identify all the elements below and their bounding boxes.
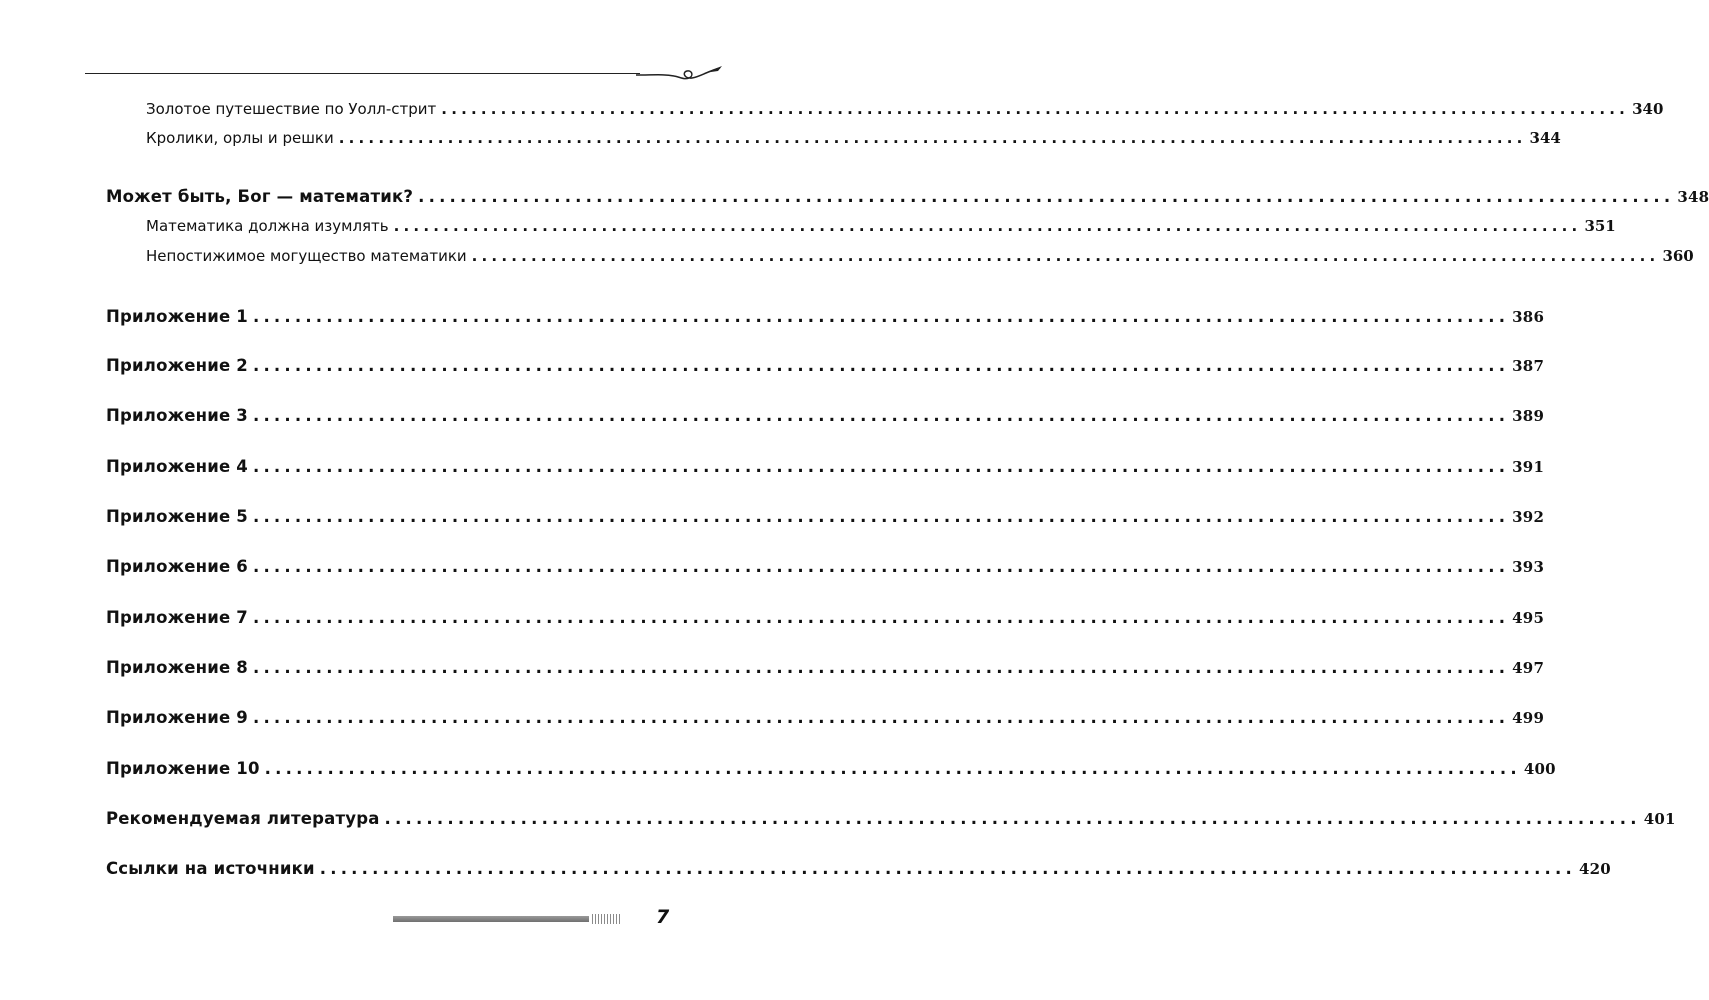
dot-leader: ........................................................................................................................ <box>338 129 1527 147</box>
toc-entry-title: Ссылки на источники <box>106 859 315 878</box>
toc-entry <box>106 759 1556 778</box>
toc-entry <box>106 307 1545 326</box>
toc-entry <box>146 100 1664 118</box>
toc-entry <box>106 187 1709 206</box>
toc-entry-page: 340 <box>1632 100 1664 118</box>
toc-entry <box>106 608 1545 627</box>
toc-entry-title: Приложение 3 <box>106 406 248 425</box>
toc-entry <box>106 859 1611 878</box>
dot-leader: ........................................................................................................................ <box>264 759 1521 778</box>
dot-leader: ........................................................................................................................ <box>253 307 1510 326</box>
toc-entry <box>106 356 1545 375</box>
toc-entry-title: Приложение 6 <box>106 557 248 576</box>
toc-entry <box>106 557 1545 576</box>
dot-leader: ........................................................................................................................ <box>471 247 1660 265</box>
toc-entry <box>106 507 1545 526</box>
dot-leader: ........................................................................................................................ <box>253 356 1510 375</box>
dot-leader: ........................................................................................................................ <box>384 809 1641 828</box>
flourish-ornament-icon <box>634 60 724 86</box>
toc-entry-page: 360 <box>1662 247 1694 265</box>
toc-entry-title: Приложение 1 <box>106 307 248 326</box>
toc-entry-title: Приложение 8 <box>106 658 248 677</box>
footer-ticks <box>592 914 622 924</box>
toc-entry-page: 420 <box>1578 860 1611 878</box>
toc-entry <box>146 217 1616 235</box>
toc-entry <box>106 708 1545 727</box>
toc-entry-title: Приложение 5 <box>106 507 248 526</box>
toc-entry-page: 389 <box>1512 407 1545 425</box>
dot-leader: ........................................................................................................................ <box>319 859 1576 878</box>
footer-bar <box>393 916 589 922</box>
dot-leader: ........................................................................................................................ <box>253 406 1510 425</box>
page-number: 7 <box>656 906 670 928</box>
toc-entry-title: Рекомендуемая литература <box>106 809 380 828</box>
toc-entry <box>106 457 1545 476</box>
toc-entry-page: 348 <box>1677 188 1709 206</box>
toc-entry-page: 392 <box>1512 508 1545 526</box>
toc-entry-title: Может быть, Бог — математик? <box>106 187 414 206</box>
toc-entry-page: 386 <box>1512 308 1545 326</box>
toc-entry-title: Приложение 9 <box>106 708 248 727</box>
toc-entry <box>106 406 1545 425</box>
dot-leader: ........................................................................................................................ <box>393 217 1582 235</box>
header-rule <box>85 73 640 74</box>
toc-entry-page: 393 <box>1512 558 1545 576</box>
toc-entry-page: 344 <box>1529 129 1561 147</box>
dot-leader: ........................................................................................................................ <box>253 557 1510 576</box>
toc-entry-page: 391 <box>1512 458 1545 476</box>
toc-entry-page: 400 <box>1523 760 1556 778</box>
toc-entry-page: 387 <box>1512 357 1545 375</box>
dot-leader: ........................................................................................................................ <box>253 457 1510 476</box>
toc-entry-title: Золотое путешествие по Уолл-стрит <box>146 100 437 118</box>
toc-entry-title: Приложение 10 <box>106 759 260 778</box>
dot-leader: ........................................................................................................................ <box>418 187 1675 206</box>
toc-entry-page: 499 <box>1512 709 1545 727</box>
toc-entry <box>106 809 1676 828</box>
toc-entry-page: 401 <box>1643 810 1676 828</box>
toc-entry <box>146 247 1694 265</box>
dot-leader: ........................................................................................................................ <box>253 507 1510 526</box>
toc-entry-title: Кролики, орлы и решки <box>146 129 334 147</box>
dot-leader: ........................................................................................................................ <box>253 658 1510 677</box>
toc-entry-page: 351 <box>1584 217 1616 235</box>
dot-leader: ........................................................................................................................ <box>253 608 1510 627</box>
toc-entry-title: Приложение 4 <box>106 457 248 476</box>
toc-entry-page: 497 <box>1512 659 1545 677</box>
toc-entry-title: Непостижимое могущество математики <box>146 247 467 265</box>
toc-entry-title: Приложение 7 <box>106 608 248 627</box>
toc-entry-title: Приложение 2 <box>106 356 248 375</box>
dot-leader: ........................................................................................................................ <box>253 708 1510 727</box>
toc-entry <box>106 658 1545 677</box>
dot-leader: ........................................................................................................................ <box>441 100 1630 118</box>
toc-entry-page: 495 <box>1512 609 1545 627</box>
toc-entry <box>146 129 1561 147</box>
toc-entry-title: Математика должна изумлять <box>146 217 389 235</box>
